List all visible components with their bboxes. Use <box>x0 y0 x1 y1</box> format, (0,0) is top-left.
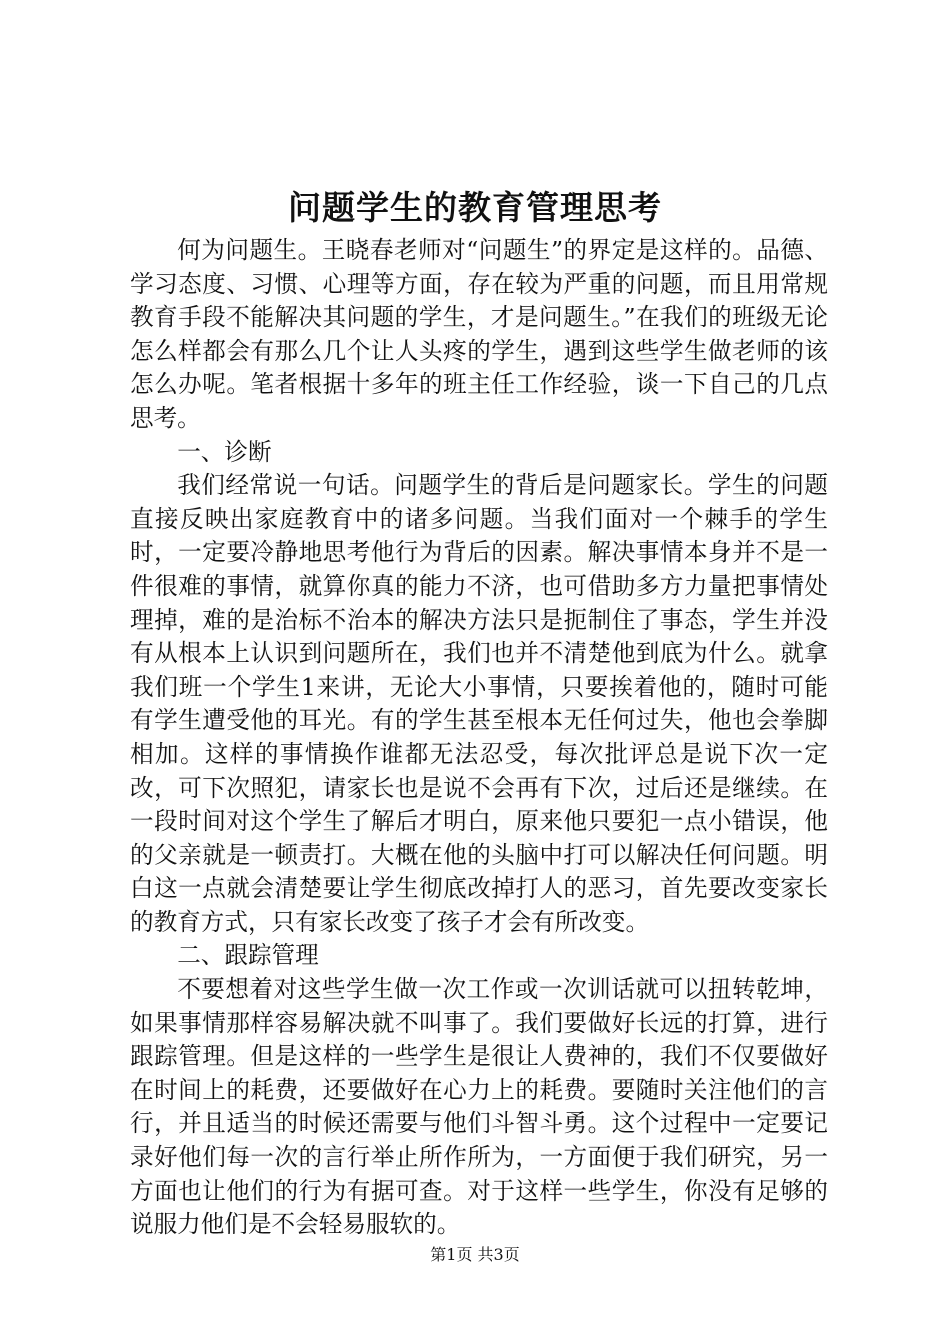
paragraph-diagnosis: 我们经常说一句话。问题学生的背后是问题家长。学生的问题直接反映出家庭教育中的诸多问题。当我们面对一个棘手的学生时，一定要冷静地思考他行为背后的因素。解决事情本身并不是一件很难的事情，就算你真的能力不济，也可借助多方力量把事情处理掉，难的是治标不治本的解决方法只是扼制住了事态，学生并没有从根本上认识到问题所在，我们也并不清楚他到底为什么。就拿我们班一个学生1来讲，无论大小事情，只要挨着他的，随时可能有学生遭受他的耳光。有的学生甚至根本无任何过失，他也会拳脚相加。这样的事情换作谁都无法忍受，每次批评总是说下次一定改，可下次照犯，请家长也是说不会再有下次，过后还是继续。在一段时间对这个学生了解后才明白，原来他只要犯一点小错误，他的父亲就是一顿责打。大概在他的头脑中打可以解决任何问题。明白这一点就会清楚要让学生彻底改掉打人的恶习，首先要改变家长的教育方式，只有家长改变了孩子才会有所改变。 <box>130 471 828 936</box>
document-body <box>130 234 828 1242</box>
paragraph-tracking: 不要想着对这些学生做一次工作或一次训话就可以扭转乾坤，如果事情那样容易解决就不叫事了。我们要做好长远的打算，进行跟踪管理。但是这样的一些学生是很让人费神的，我们不仅要做好在时间上的耗费，还要做好在心力上的耗费。要随时关注他们的言行，并且适当的时候还需要与他们斗智斗勇。这个过程中一定要记录好他们每一次的言行举止所作所为，一方面便于我们研究，另一方面也让他们的行为有据可查。对于这样一些学生，你没有足够的说服力他们是不会轻易服软的。 <box>130 975 828 1239</box>
paragraph-intro: 何为问题生。王晓春老师对“问题生”的界定是这样的。品德、学习态度、习惯、心理等方面，存在较为严重的问题，而且用常规教育手段不能解决其问题的学生，才是问题生。”在我们的班级无论怎么样都会有那么几个让人头疼的学生，遇到这些学生做老师的该怎么办呢。笔者根据十多年的班主任工作经验，谈一下自己的几点思考。 <box>130 236 828 432</box>
section-heading-tracking: 二、跟踪管理 <box>177 941 319 970</box>
document-title: 问题学生的教育管理思考 <box>288 188 662 227</box>
page-number-footer: 第1页 共3页 <box>430 1245 520 1264</box>
section-heading-diagnosis: 一、诊断 <box>177 437 272 466</box>
